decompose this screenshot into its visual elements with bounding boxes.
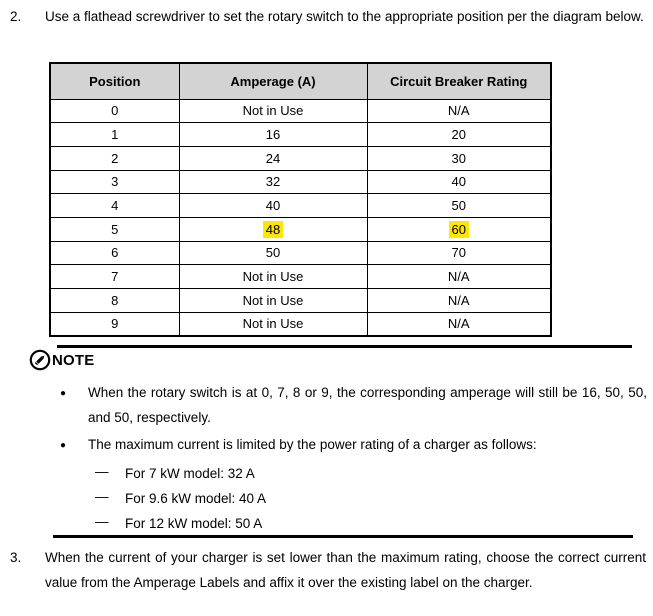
note-bullet-text: The maximum current is limited by the power rating of a charger as follows:: [88, 437, 537, 452]
cell-position: 5: [50, 217, 179, 241]
table-row: [50, 289, 551, 313]
note-dash-item: [95, 489, 615, 509]
cell-amperage: 16: [179, 123, 367, 147]
note-dash-item: [95, 514, 615, 534]
cell-breaker: N/A: [367, 265, 551, 289]
cell-breaker-highlighted: [367, 217, 551, 241]
note-bullet-item: [60, 432, 647, 457]
cell-position: 7: [50, 265, 179, 289]
cell-position: 8: [50, 289, 179, 313]
cell-position: 3: [50, 170, 179, 194]
cell-amperage-highlighted: [179, 217, 367, 241]
model-limit-text: For 9.6 kW model: 40 A: [125, 491, 267, 506]
table-row: [50, 265, 551, 289]
cell-amperage: 32: [179, 170, 367, 194]
cell-breaker: 50: [367, 194, 551, 218]
cell-amperage: Not in Use: [179, 312, 367, 336]
table-row: [50, 99, 551, 123]
step2-text: Use a flathead screwdriver to set the rotary switch to the appropriate position per the diagram below.: [45, 9, 644, 24]
note-bullet-text: When the rotary switch is at 0, 7, 8 or 9, the corresponding amperage will still be 16, 50, 50, and 50, respectively.: [88, 385, 647, 425]
cell-position: 1: [50, 123, 179, 147]
table-row: [50, 146, 551, 170]
highlight-mark: 60: [449, 221, 469, 238]
table-header-row: [50, 63, 551, 99]
dash-icon: —: [95, 464, 109, 479]
highlight-mark: 48: [263, 221, 283, 238]
cell-breaker: 70: [367, 241, 551, 265]
dash-icon: —: [95, 489, 109, 504]
model-limit-text: For 12 kW model: 50 A: [125, 516, 263, 531]
cell-amperage: Not in Use: [179, 265, 367, 289]
note-heading: [29, 349, 94, 371]
column-header-position: Position: [50, 63, 179, 99]
amperage-table: [49, 62, 552, 337]
note-label: NOTE: [52, 351, 95, 369]
table-row-highlighted: [50, 217, 551, 241]
table-row: [50, 241, 551, 265]
cell-breaker: 40: [367, 170, 551, 194]
note-bullet-item: [60, 380, 647, 430]
table-row: [50, 312, 551, 336]
cell-amperage: Not in Use: [179, 99, 367, 123]
cell-position: 9: [50, 312, 179, 336]
table-row: [50, 170, 551, 194]
step3-number: 3.: [10, 550, 22, 565]
cell-breaker: N/A: [367, 289, 551, 313]
table-row: [50, 123, 551, 147]
note-bottom-rule: [53, 535, 633, 538]
cell-position: 2: [50, 146, 179, 170]
note-dash-item: [95, 464, 615, 484]
pencil-circle-icon: [29, 349, 52, 371]
cell-amperage: 40: [179, 194, 367, 218]
cell-breaker: 20: [367, 123, 551, 147]
cell-amperage: 24: [179, 146, 367, 170]
cell-amperage: 50: [179, 241, 367, 265]
column-header-amperage: Amperage (A): [179, 63, 367, 99]
model-limit-text: For 7 kW model: 32 A: [125, 466, 255, 481]
cell-breaker: N/A: [367, 312, 551, 336]
column-header-breaker: Circuit Breaker Rating: [367, 63, 551, 99]
cell-position: 0: [50, 99, 179, 123]
cell-breaker: 30: [367, 146, 551, 170]
bullet-icon: ●: [60, 388, 67, 399]
dash-icon: —: [95, 514, 109, 529]
bullet-icon: ●: [60, 440, 67, 451]
cell-position: 4: [50, 194, 179, 218]
step2-number: 2.: [10, 9, 22, 24]
note-top-rule: [57, 345, 632, 348]
table-row: [50, 194, 551, 218]
cell-breaker: N/A: [367, 99, 551, 123]
cell-amperage: Not in Use: [179, 289, 367, 313]
cell-position: 6: [50, 241, 179, 265]
step3-text: When the current of your charger is set lower than the maximum rating, choose the correct current value from the Amperage Labels and affix it over the existing label on the charger.: [45, 550, 646, 590]
